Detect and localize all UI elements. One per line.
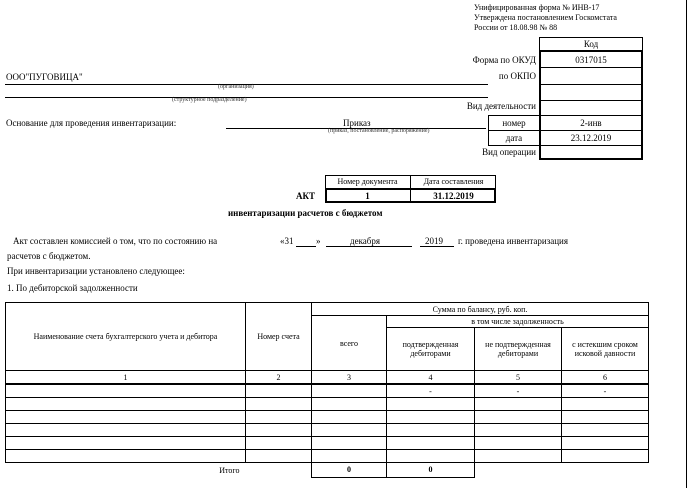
org-caption: (организация) — [218, 84, 254, 90]
including-header: в том числе задолженность — [387, 316, 649, 328]
total-row — [6, 463, 649, 478]
col-unconfirmed-header: не подтвержденная дебиторами — [475, 328, 562, 371]
data-value: 23.12.2019 — [570, 133, 612, 143]
org-name: ООО"ПУГОВИЦА" — [6, 72, 83, 82]
doc-number-label: Номер документа — [337, 177, 398, 186]
total-all: 0 — [312, 463, 387, 478]
total-label: Итого — [6, 463, 246, 478]
body-line-3: При инвентаризации установлено следующее: — [7, 266, 185, 276]
year: 2019 — [425, 236, 443, 246]
table-row: - - - — [6, 384, 649, 398]
day-open: «31 — [280, 236, 294, 246]
table-row — [6, 398, 649, 411]
basis-caption: (приказ, постановление, распоряжение) — [328, 128, 430, 134]
form-line-1: Унифицированная форма № ИНВ-17 — [474, 3, 600, 12]
okud-value: 0317015 — [575, 54, 607, 65]
form-line-2: Утверждена постановлением Госкомстата — [474, 13, 617, 22]
okpo-label: по ОКПО — [498, 71, 536, 81]
doc-number: 1 — [365, 190, 370, 201]
nomer-value: 2-инв — [580, 118, 602, 128]
day-close: » — [316, 236, 321, 246]
col-expired-header: с истекшим сроком исковой давности — [562, 328, 649, 371]
col-confirmed-header: подтвержденная дебиторами — [387, 328, 475, 371]
doc-date-label: Дата составления — [423, 177, 484, 186]
numbers-row: 1 2 3 4 5 6 — [6, 371, 649, 385]
section-title: 1. По дебиторской задолженности — [7, 283, 138, 293]
col-total-header: всего — [312, 316, 387, 371]
code-header: Код — [583, 39, 599, 49]
act-title: АКТ — [296, 191, 316, 201]
total-confirmed: 0 — [387, 463, 475, 478]
unit-caption: (структурное подразделение) — [172, 97, 247, 103]
basis-label: Основание для проведения инвентаризации: — [6, 118, 177, 128]
table-row — [6, 437, 649, 450]
receivables-table — [5, 302, 649, 478]
doc-date: 31.12.2019 — [433, 190, 474, 201]
activity-label: Вид деятельности — [466, 101, 536, 111]
col-name-header: Наименование счета бухгалтерского учета и дебитора — [6, 303, 246, 371]
table-row — [6, 411, 649, 424]
operation-label: Вид операции — [482, 147, 536, 157]
month: декабря — [350, 236, 381, 246]
sum-header: Сумма по балансу, руб. коп. — [312, 303, 649, 316]
table-row — [6, 450, 649, 463]
form-line-3: России от 18.08.98 № 88 — [474, 23, 558, 32]
body-line-2: расчетов с бюджетом. — [7, 251, 91, 261]
okpo-value — [541, 68, 641, 83]
basis-value: Приказ — [343, 118, 371, 128]
intro-text: Акт составлен комиссией о том, что по состоянию на — [13, 236, 218, 246]
year-suffix: г. проведена инвентаризация — [458, 236, 569, 246]
table-row — [6, 424, 649, 437]
data-label: дата — [505, 133, 523, 143]
act-subtitle: инвентаризации расчетов с бюджетом — [228, 208, 383, 218]
nomer-label: номер — [502, 118, 526, 128]
col-account-header: Номер счета — [246, 303, 312, 371]
okud-label: Форма по ОКУД — [472, 55, 536, 65]
